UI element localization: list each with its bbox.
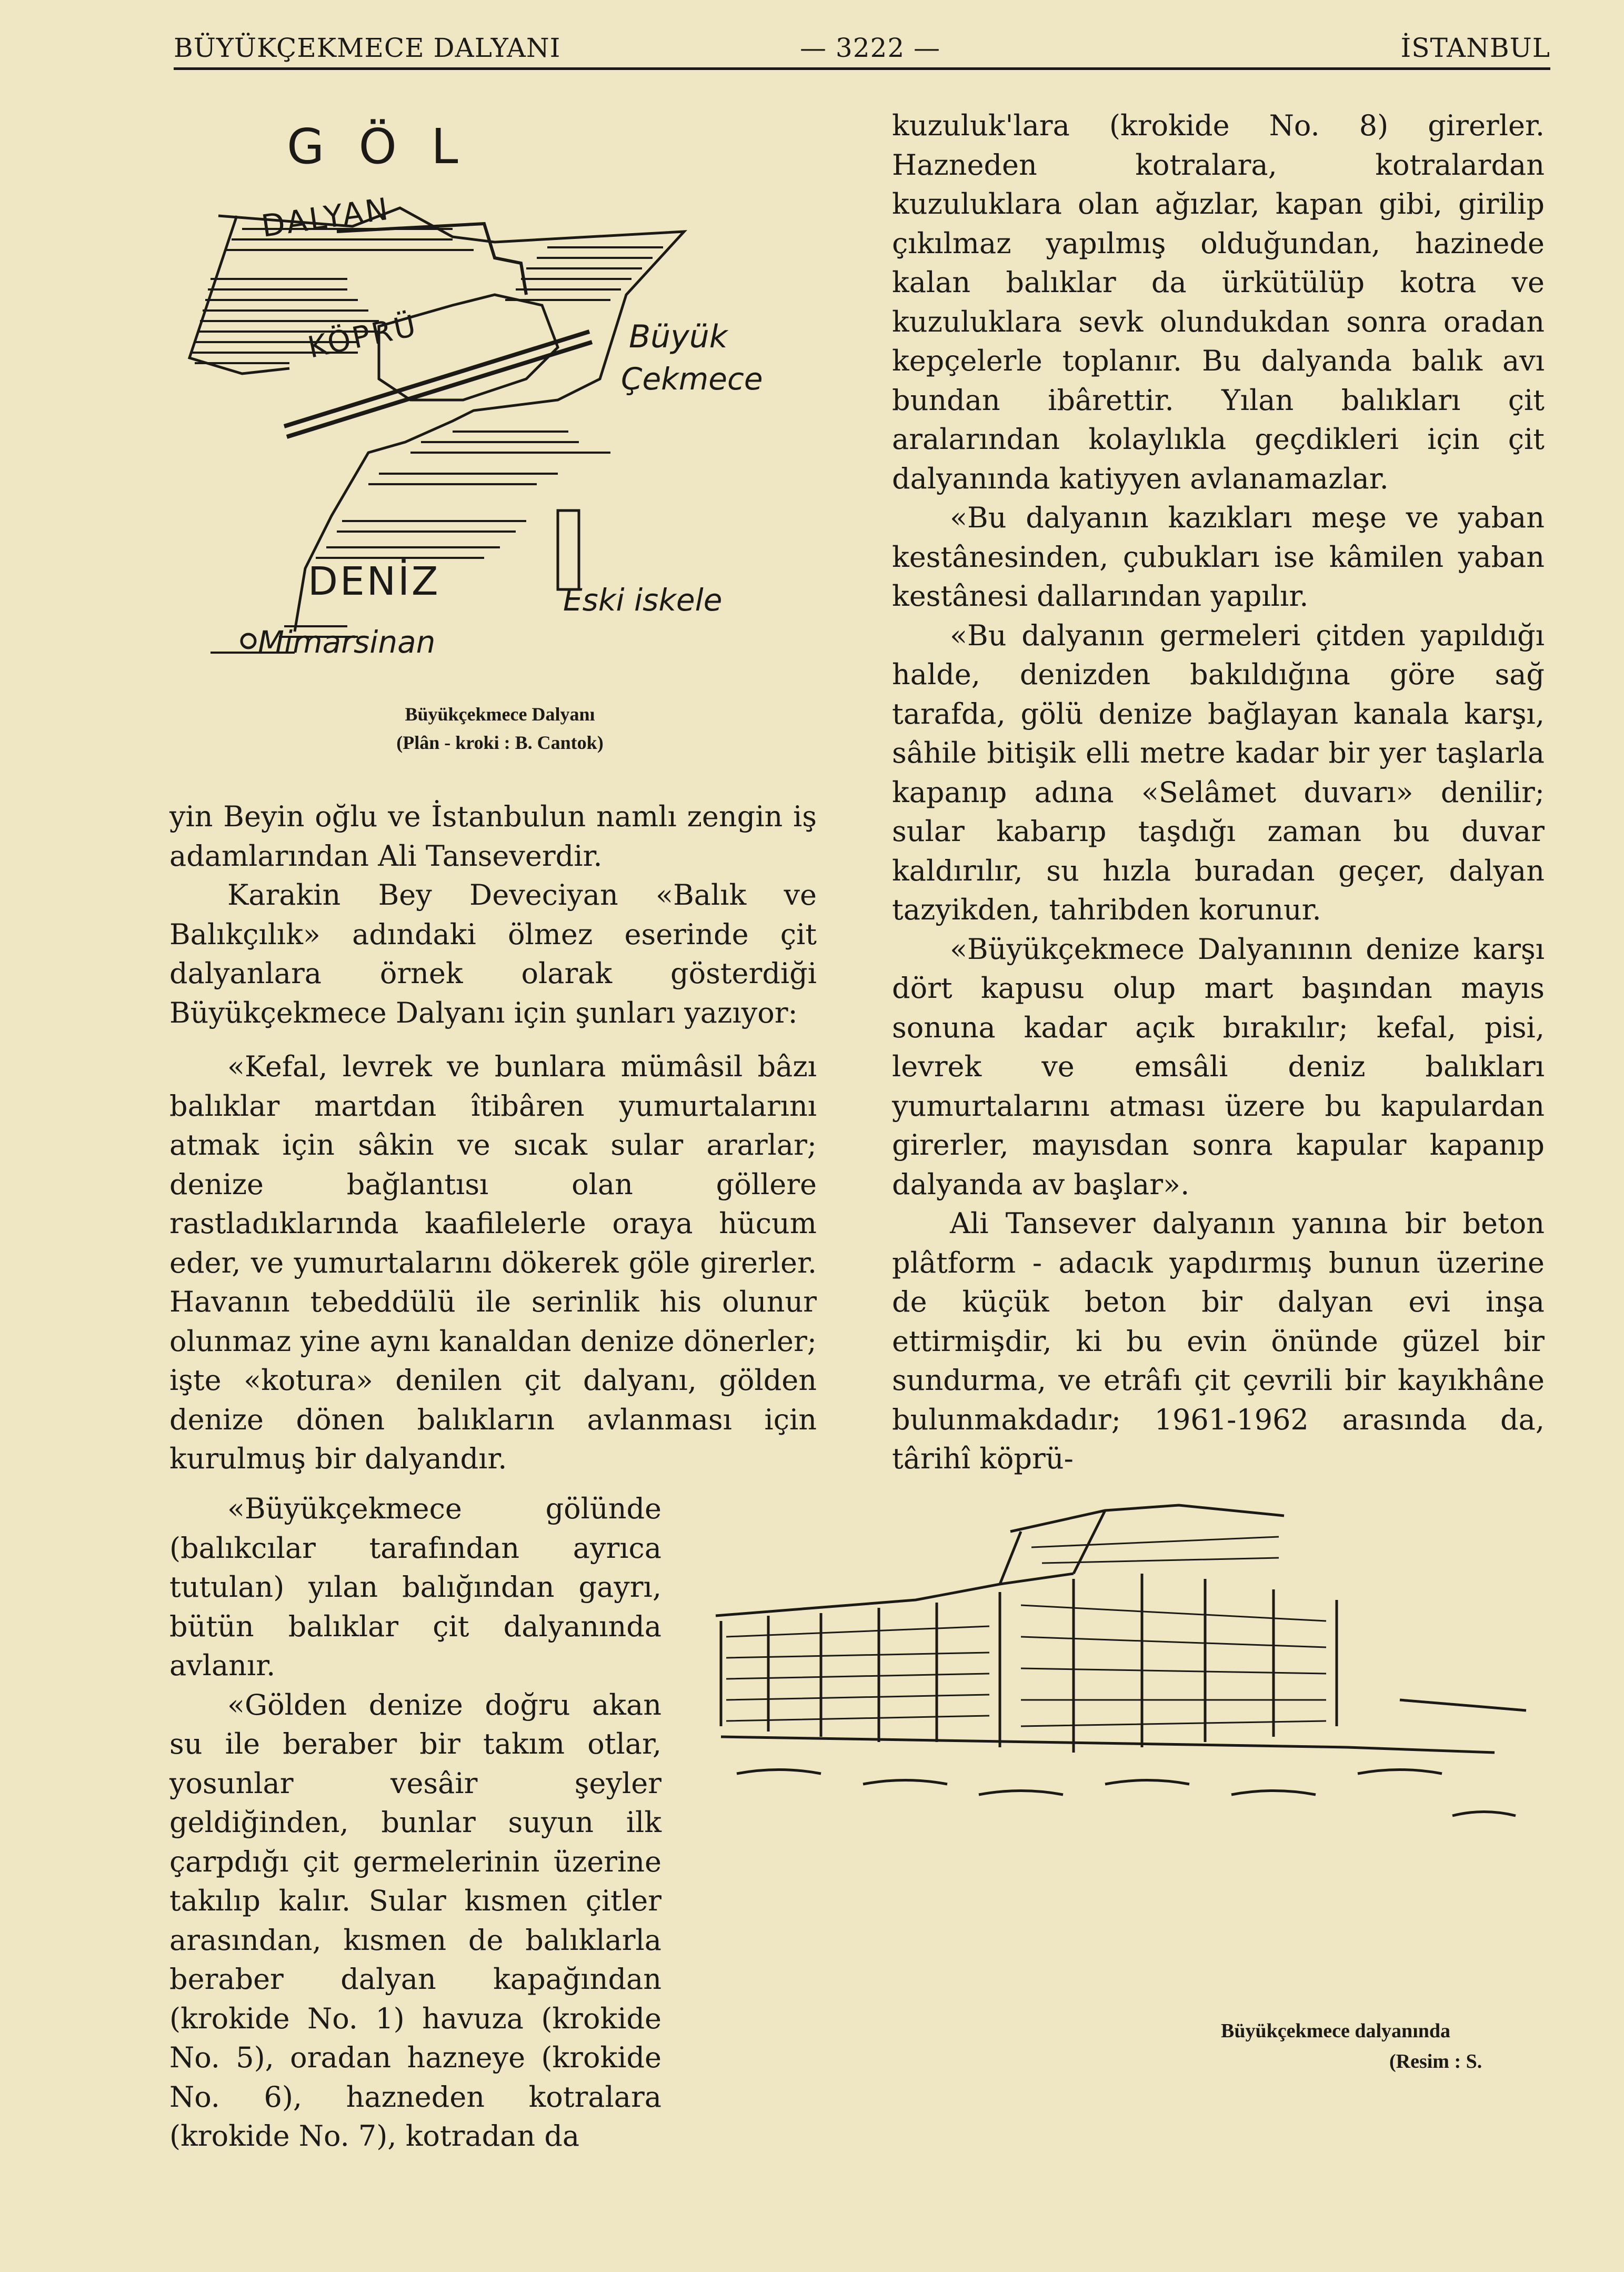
paragraph: «Büyükçekmece gölünde (balıkcılar tarafından ayrıca tutulan) yılan balığından gayrı, bütün balıklar çit dalyanında avlanır. xyxy=(169,1492,661,1682)
dalyan-plan-sketch xyxy=(158,105,816,710)
paragraph: Ali Tansever dalyanın yanına bir beton plâtform - adacık yapdırmış bunun üzerine de küçük beton bir dalyan evi inşa ettirmişdir, ki bu evin önünde güzel bir sundurma, ve etrâfı çit çevrili bir kayıkhâne bulunmakdadır; 1961-1962 arasında da, târihî köprü- xyxy=(892,1207,1545,1475)
photo-caption xyxy=(1221,2016,1537,2077)
paragraph: «Kefal, levrek ve bunlara mümâsil bâzı balıklar martdan îtibâren yumurtalarını atmak için sâkin ve sıcak sular ararlar; denize bağlantısı olan göllere rastladıklarında kaafilelerle oraya hücum eder, ve yumurtalarını dökerek göle girerler. Havanın tebeddülü ile serinlik his olunur olunmaz yine aynı kanaldan denize dönerler; işte «kotura» denilen çit dalyanı, gölden denize dönen balıkların avlanması için kurulmuş bir dalyandır. xyxy=(169,1050,817,1475)
map-label-mimarsinan: Mimarsinan xyxy=(258,624,436,660)
right-column-text xyxy=(892,106,1545,1479)
map-label-kopru: KÖPRÜ xyxy=(305,308,421,365)
photo-caption-credit: (Resim : S. xyxy=(1389,2050,1482,2073)
map-label-deniz: DENİZ xyxy=(308,559,440,604)
dalyan-drawing xyxy=(705,1500,1547,1831)
map-caption-title: Büyükçekmece Dalyanı xyxy=(405,704,595,725)
left-column-text xyxy=(169,797,817,1479)
header-section-title: BÜYÜKÇEKMECE DALYANI xyxy=(174,33,561,63)
map-label-dalyan: DALYAN xyxy=(259,191,393,244)
photo-caption-title: Büyükçekmece dalyanında xyxy=(1221,2020,1451,2042)
map-label-gol: G Ö L xyxy=(287,118,468,175)
paragraph: Karakin Bey Deveciyan «Balık ve Balıkçılık» adındaki ölmez eserinde çit dalyanlara örnek olarak gösterdiği Büyükçekmece Dalyanı için şunları yazıyor: xyxy=(169,878,817,1029)
map-label-cekmece: Çekmece xyxy=(621,361,763,397)
left-narrow-column-text xyxy=(169,1489,661,2156)
paragraph: «Bu dalyanın germeleri çitden yapıldığı halde, denizden bakıldığına göre sağ tarafda, gölü denize bağlayan kanala karşı, sâhile bitişik elli metre kadar bir yer taşlarla kapanıp adına «Selâmet duvarı» denilir; sular kabarıp taşdığı zaman bu duvar kaldırılır, su hızla buradan geçer, dalyan tazyikden, tahribden korunur. xyxy=(892,618,1545,926)
map-caption xyxy=(316,700,684,757)
paragraph: kuzuluk'lara (krokide No. 8) girerler. Hazneden kotralara, kotralardan kuzuluklara olan ağızlar, kapan gibi, girilip çıkılmaz yapılmış olduğundan, hazinede kalan balıklar da ürkütülüp kotra ve kuzuluklara sevk olundukdan sonra oradan kepçelerle toplanır. Bu dalyanda balık avı bundan ibârettir. Yılan balıkları çit aralarından kolaylıkla geçdikleri için çit dalyanında katiyyen avlanamazlar. xyxy=(892,109,1545,495)
paragraph: «Gölden denize doğru akan su ile beraber bir takım otlar, yosunlar vesâir şeyler geldiğinden, bunlar suyun ilk çarpdığı çit germelerinin üzerine takılıp kalır. Sular kısmen çitler arasından, kısmen de balıklarla beraber dalyan kapağından (krokide No. 1) havuza (krokide No. 5), oradan hazneye (krokide No. 6), hazneden kotralara (krokide No. 7), kotradan da xyxy=(169,1688,661,2153)
paragraph: «Büyükçekmece Dalyanının denize karşı dört kapusu olup mart başından mayıs sonuna kadar açık bırakılır; kefal, pisi, levrek ve emsâli deniz balıkları yumurtalarını atması üzere bu kapulardan girerler, mayısdan sonra kapular kapanıp dalyanda av başlar». xyxy=(892,932,1545,1201)
map-label-eski-iskele: Eski iskele xyxy=(563,582,723,618)
header-rule xyxy=(174,67,1550,70)
paragraph: yin Beyin oğlu ve İstanbulun namlı zengin iş adamlarından Ali Tanseverdir. xyxy=(169,800,817,873)
page-number: — 3222 — xyxy=(800,33,941,63)
map-caption-credit: (Plân - kroki : B. Cantok) xyxy=(396,732,604,753)
header-city: İSTANBUL xyxy=(1400,33,1550,63)
map-label-buyuk: Büyük xyxy=(629,318,728,355)
running-header xyxy=(174,27,1550,64)
paragraph: «Bu dalyanın kazıkları meşe ve yaban kestânesinden, çubukları ise kâmilen yaban kestânesi dallarından yapılır. xyxy=(892,501,1545,613)
